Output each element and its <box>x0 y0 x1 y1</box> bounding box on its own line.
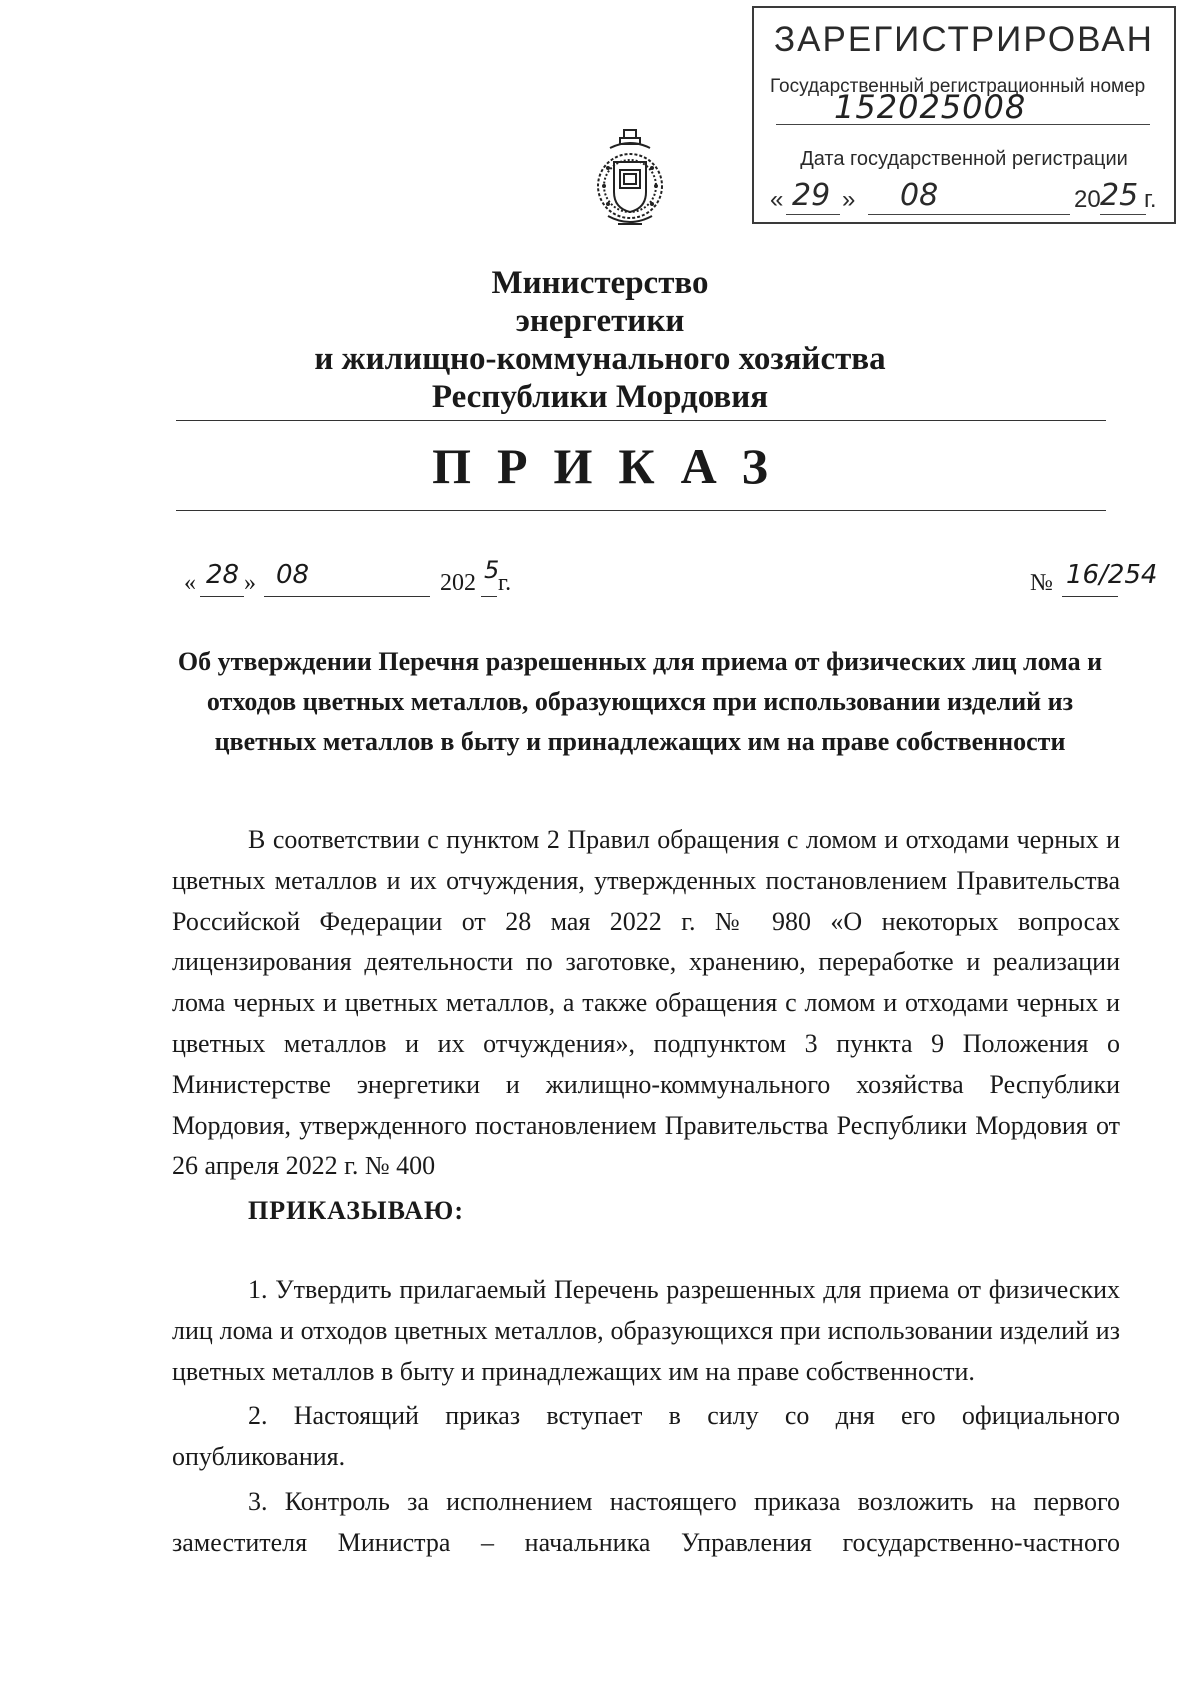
registration-stamp <box>752 6 1176 224</box>
ministry-line: и жилищно-коммунального хозяйства <box>314 341 886 377</box>
order-date-number-line <box>0 556 1200 602</box>
stamp-date-close-quote: » <box>842 186 856 213</box>
order-date-month-underline <box>264 596 430 597</box>
stamp-date-year-suffix: 25 <box>1100 178 1139 213</box>
order-date-close-quote: » <box>244 570 256 596</box>
stamp-date-month-underline <box>868 214 1070 215</box>
header-rule-top <box>176 420 1106 421</box>
order-date-day: 28 <box>206 560 240 590</box>
order-date-year-suffix: 5 <box>484 556 500 584</box>
stamp-reg-number: 152025008 <box>834 88 1027 126</box>
decree-word: ПРИКАЗЫВАЮ: <box>248 1196 464 1225</box>
order-date-open-quote: « <box>184 570 196 596</box>
stamp-date-year-underline <box>1100 214 1146 215</box>
stamp-date-day: 29 <box>792 178 831 213</box>
order-date-year-prefix: 202 <box>440 570 476 596</box>
mordovia-coat-of-arms-icon <box>590 128 670 234</box>
stamp-date-month: 08 <box>900 178 939 213</box>
order-date-year-underline <box>481 596 497 597</box>
order-number-sign: № <box>1030 570 1053 596</box>
order-date-year-unit: г. <box>498 570 512 596</box>
preamble-block <box>172 820 1120 1187</box>
stamp-date-year-unit: г. <box>1144 186 1157 213</box>
stamp-reg-number-label: Государственный регистрационный номер <box>770 76 1146 97</box>
stamp-reg-date-label: Дата государственной регистрации <box>800 148 1128 170</box>
order-number: 16/254 <box>1066 560 1158 590</box>
order-subject: Об утверждении Перечня разрешенных для приема от физических лиц лома и отходов цветных металлов, образующихся при использовании изделий из цветных металлов в быту и принадлежащих им на праве собственности <box>177 647 1103 756</box>
order-items <box>172 1270 1120 1564</box>
document-type-title: ПРИКАЗ <box>432 438 794 494</box>
stamp-date-open-quote: « <box>770 186 784 213</box>
ministry-line: Республики Мордовия <box>431 379 769 415</box>
order-number-underline <box>1062 596 1118 597</box>
stamp-title: ЗАРЕГИСТРИРОВАН <box>774 20 1154 59</box>
stamp-date-year-prefix: 20 <box>1074 186 1101 213</box>
stamp-divider <box>776 124 1150 125</box>
ministry-line: энергетики <box>515 303 685 339</box>
order-item-3: 3. Контроль за исполнением настоящего приказа возложить на первого заместителя Министра – начальника Управления государственно-частного <box>172 1486 1120 1557</box>
order-date-day-underline <box>200 596 244 597</box>
header-rule-bottom <box>176 510 1106 511</box>
order-item-2: 2. Настоящий приказ вступает в силу со дня его официального опубликования. <box>172 1401 1120 1472</box>
order-item-1: 1. Утвердить прилагаемый Перечень разрешенных для приема от физических лиц лома и отходов цветных металлов, образующихся при использовании изделий из цветных металлов в быту и принадлежащих им на праве собственности. <box>172 1275 1120 1386</box>
stamp-reg-date <box>770 180 1166 220</box>
ministry-line: Министерство <box>491 265 709 301</box>
stamp-date-day-underline <box>786 214 840 215</box>
order-date-month: 08 <box>276 560 310 590</box>
preamble-paragraph: В соответствии с пунктом 2 Правил обращения с ломом и отходами черных и цветных металлов и их отчуждения, утвержденных постановлением Правительства Российской Федерации от 28 мая 2022 г. № 980 «О некоторых вопросах лицензирования деятельности по заготовке, хранению, переработке и реализации лома черных и цветных металлов, а также обращения с ломом и отходами черных и цветных металлов и их отчуждения», подпунктом 3 пункта 9 Положения о Министерстве энергетики и жилищно-коммунального хозяйства Республики Мордовия, утвержденного постановлением Правительства Республики Мордовия от 26 апреля 2022 г. № 400 <box>172 825 1120 1181</box>
ministry-name <box>0 264 1200 416</box>
